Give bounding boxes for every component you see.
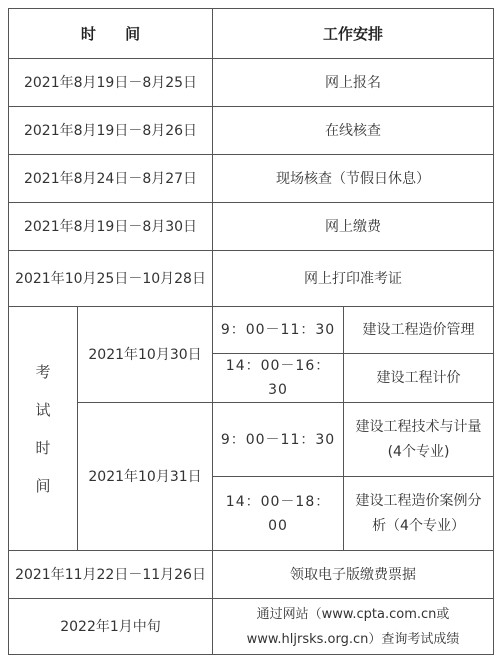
row-date: 2021年8月19日－8月30日: [9, 203, 213, 251]
row-date: 2021年8月19日－8月26日: [9, 107, 213, 155]
row-date: 2021年11月22日－11月26日: [9, 551, 213, 599]
exam-session-row: [9, 403, 494, 477]
row-task: 网上打印准考证: [213, 251, 494, 307]
header-time: 时 间: [9, 9, 213, 59]
exam-label-char: 试: [35, 400, 51, 419]
table-row: [9, 155, 494, 203]
exam-day-date: 2021年10月31日: [78, 403, 213, 551]
row-task: [213, 599, 494, 655]
table-header-row: [9, 9, 494, 59]
table-row: [9, 107, 494, 155]
table-row: [9, 251, 494, 307]
row-task: 网上报名: [213, 59, 494, 107]
session-subject: 建设工程造价管理: [344, 307, 494, 354]
table-row: [9, 59, 494, 107]
row-task-line: www.hljrsks.org.cn）查询考试成绩: [246, 631, 460, 647]
session-subject-line: (4个专业): [387, 443, 450, 460]
exam-label-char: 时: [35, 438, 51, 457]
exam-schedule-table: [8, 8, 494, 655]
row-task: 现场核查（节假日休息）: [213, 155, 494, 203]
row-date: 2021年8月19日－8月25日: [9, 59, 213, 107]
row-task: 领取电子版缴费票据: [213, 551, 494, 599]
exam-label-char: 间: [35, 476, 51, 495]
table-row: [9, 599, 494, 655]
session-time: 9：00－11：30: [213, 403, 344, 477]
table-row: [9, 203, 494, 251]
row-date: 2021年8月24日－8月27日: [9, 155, 213, 203]
exam-day-date: 2021年10月30日: [78, 307, 213, 403]
exam-session-row: [9, 307, 494, 354]
session-subject: 建设工程计价: [344, 354, 494, 403]
session-time: 9：00－11：30: [213, 307, 344, 354]
session-subject-line: 析（4个专业）: [372, 517, 465, 534]
session-subject-line: 建设工程造价案例分: [355, 492, 482, 509]
session-subject-line: 建设工程技术与计量: [355, 418, 482, 435]
session-time: 14：00－18：00: [213, 477, 344, 551]
session-subject: [344, 403, 494, 477]
row-task: 在线核查: [213, 107, 494, 155]
header-work: 工作安排: [213, 9, 494, 59]
session-subject: [344, 477, 494, 551]
row-task: 网上缴费: [213, 203, 494, 251]
exam-time-label: [9, 307, 78, 551]
session-time: 14：00－16：30: [213, 354, 344, 403]
row-date: 2022年1月中旬: [9, 599, 213, 655]
exam-label-char: 考: [35, 362, 51, 381]
row-date: 2021年10月25日－10月28日: [9, 251, 213, 307]
table-row: [9, 551, 494, 599]
row-task-line: 通过网站（www.cpta.com.cn或: [256, 606, 450, 622]
